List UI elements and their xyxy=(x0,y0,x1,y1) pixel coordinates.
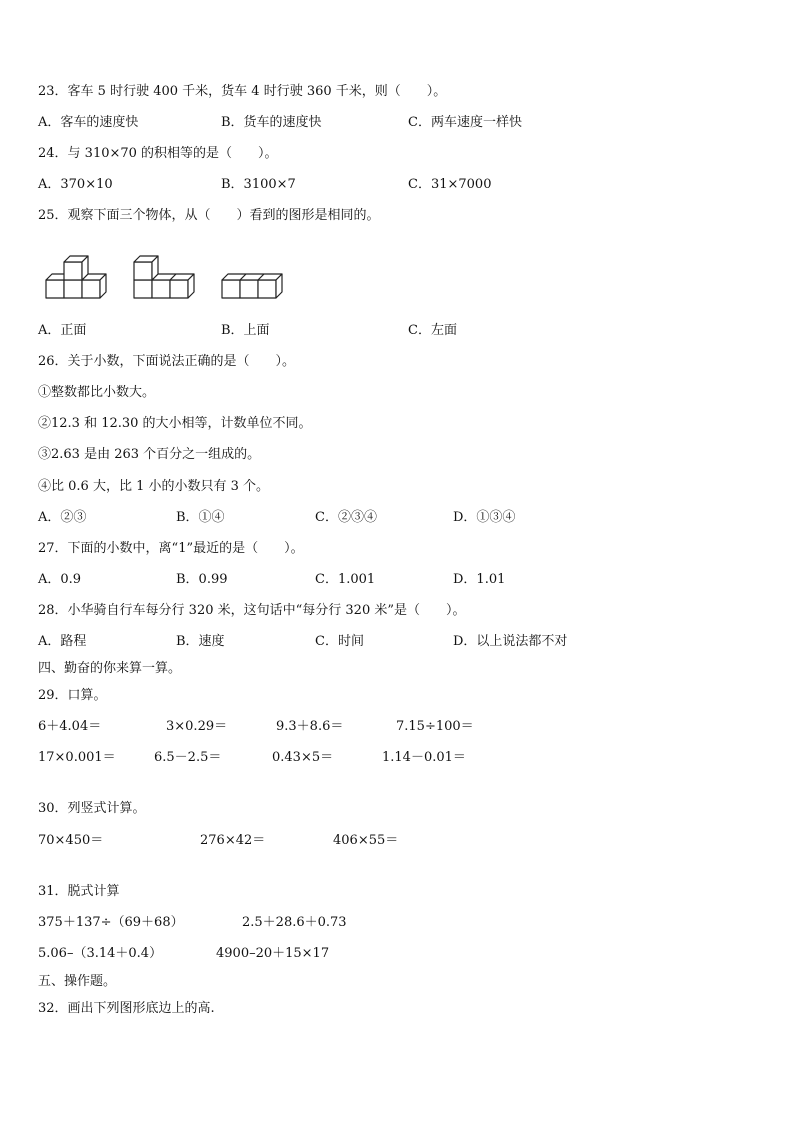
q29-calc-7: 0.43×5＝ xyxy=(272,750,334,765)
q27-option-d[interactable]: D．1.01 xyxy=(453,572,506,587)
q25-option-c[interactable]: C．左面 xyxy=(408,323,457,338)
section-4-heading: 四、勤奋的你来算一算。 xyxy=(38,661,182,676)
q31-calc-3: 5.06–（3.14＋0.4） xyxy=(38,946,163,961)
q28-option-a[interactable]: A．路程 xyxy=(38,634,87,649)
q23-option-b[interactable]: B．货车的速度快 xyxy=(221,115,322,130)
cube-solid-figure-1 xyxy=(44,252,109,300)
q24-option-a[interactable]: A．370×10 xyxy=(38,177,113,192)
q24-option-c[interactable]: C．31×7000 xyxy=(408,177,492,192)
q26-option-d[interactable]: D．①③④ xyxy=(453,510,516,525)
q28-stem: 28．小华骑自行车每分行 320 米，这句话中“每分行 320 米”是（ ）。 xyxy=(38,603,466,618)
q29-calc-1: 6＋4.04＝ xyxy=(38,719,102,734)
q26-statement-2: ②12.3 和 12.30 的大小相等，计数单位不同。 xyxy=(38,416,312,431)
q29-calc-5: 17×0.001＝ xyxy=(38,750,116,765)
cube-solid-figure-3 xyxy=(220,264,285,300)
q23-option-a[interactable]: A．客车的速度快 xyxy=(38,115,139,130)
q31-stem: 31．脱式计算 xyxy=(38,884,120,899)
q25-option-a[interactable]: A．正面 xyxy=(38,323,87,338)
q30-calc-1: 70×450＝ xyxy=(38,833,104,848)
q26-option-c[interactable]: C．②③④ xyxy=(315,510,377,525)
q30-calc-3: 406×55＝ xyxy=(333,833,399,848)
q27-option-b[interactable]: B．0.99 xyxy=(176,572,228,587)
q27-stem: 27．下面的小数中，离“1”最近的是（ ）。 xyxy=(38,541,304,556)
q26-option-b[interactable]: B．①④ xyxy=(176,510,225,525)
cube-solid-figure-2 xyxy=(132,252,197,300)
q25-option-b[interactable]: B．上面 xyxy=(221,323,270,338)
q32-stem: 32．画出下列图形底边上的高. xyxy=(38,1001,215,1016)
q30-calc-2: 276×42＝ xyxy=(200,833,266,848)
q26-statement-4: ④比 0.6 大，比 1 小的小数只有 3 个。 xyxy=(38,479,270,494)
q27-option-a[interactable]: A．0.9 xyxy=(38,572,82,587)
q28-option-c[interactable]: C．时间 xyxy=(315,634,364,649)
q28-option-b[interactable]: B．速度 xyxy=(176,634,225,649)
q29-calc-8: 1.14－0.01＝ xyxy=(382,750,466,765)
q31-calc-4: 4900–20＋15×17 xyxy=(216,946,330,961)
q29-stem: 29．口算。 xyxy=(38,688,107,703)
q29-calc-4: 7.15÷100＝ xyxy=(396,719,474,734)
q26-stem: 26．关于小数，下面说法正确的是（ ）。 xyxy=(38,354,296,369)
q24-stem: 24．与 310×70 的积相等的是（ ）。 xyxy=(38,146,278,161)
q25-stem: 25．观察下面三个物体，从（ ）看到的图形是相同的。 xyxy=(38,208,380,223)
q31-calc-1: 375＋137÷（69＋68） xyxy=(38,915,184,930)
q27-option-c[interactable]: C．1.001 xyxy=(315,572,376,587)
q31-calc-2: 2.5＋28.6＋0.73 xyxy=(242,915,347,930)
q24-option-b[interactable]: B．3100×7 xyxy=(221,177,296,192)
q26-statement-3: ③2.63 是由 263 个百分之一组成的。 xyxy=(38,447,261,462)
q26-option-a[interactable]: A．②③ xyxy=(38,510,87,525)
q30-stem: 30．列竖式计算。 xyxy=(38,801,146,816)
q29-calc-2: 3×0.29＝ xyxy=(166,719,228,734)
q29-calc-6: 6.5－2.5＝ xyxy=(154,750,222,765)
q26-statement-1: ①整数都比小数大。 xyxy=(38,385,156,400)
section-5-heading: 五、操作题。 xyxy=(38,974,117,989)
q29-calc-3: 9.3＋8.6＝ xyxy=(276,719,344,734)
q28-option-d[interactable]: D．以上说法都不对 xyxy=(453,634,568,649)
q23-stem: 23．客车 5 时行驶 400 千米，货车 4 时行驶 360 千米，则（ ）。 xyxy=(38,84,447,99)
q23-option-c[interactable]: C．两车速度一样快 xyxy=(408,115,522,130)
